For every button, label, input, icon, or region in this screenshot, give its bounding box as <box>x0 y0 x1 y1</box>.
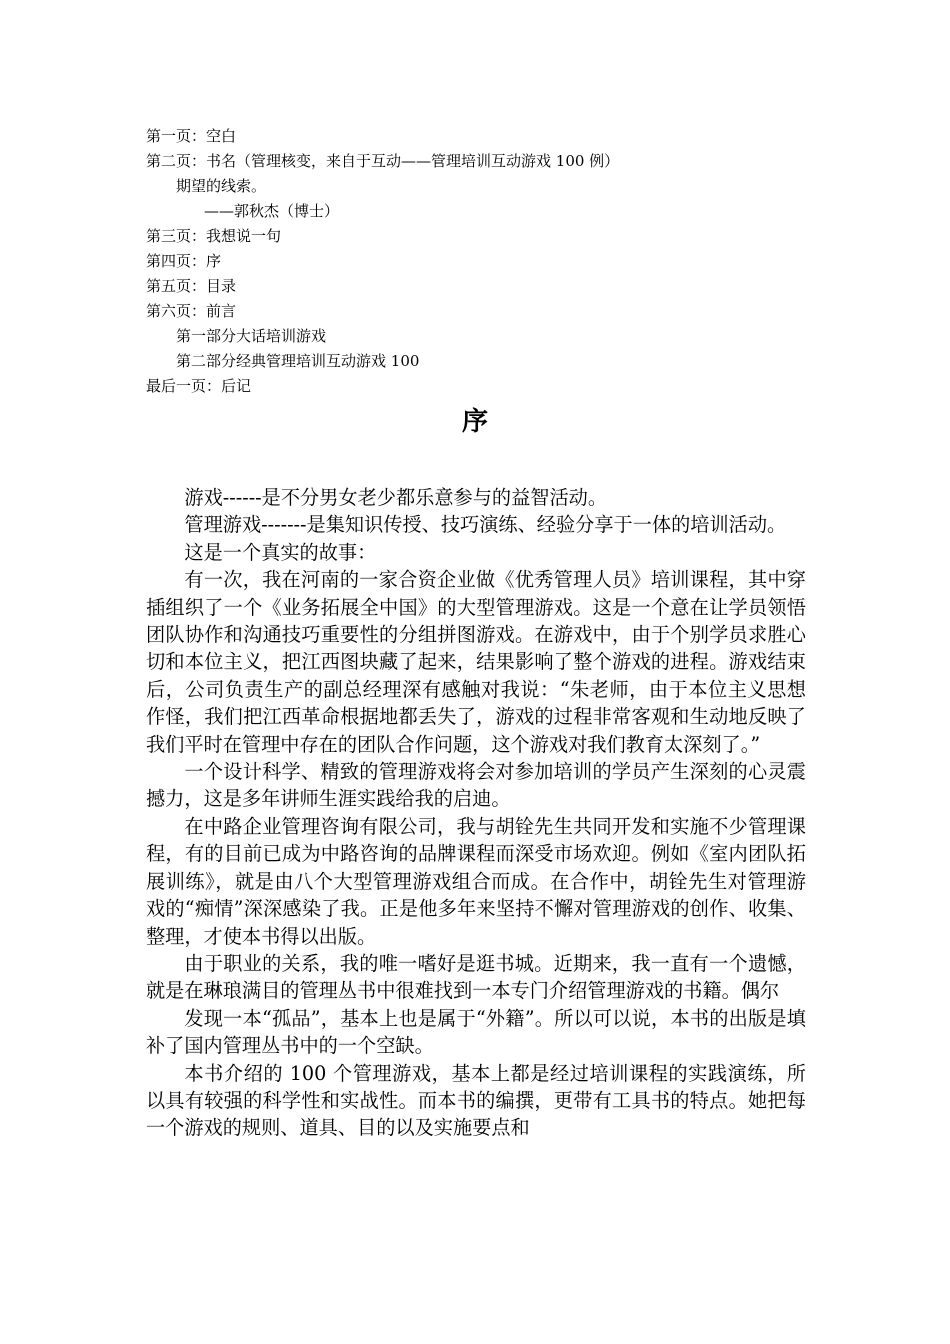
paragraph: 发现一本“孤品”，基本上也是属于“外籍”。所以可以说，本书的出版是填补了国内管理丛书中的一个空缺。 <box>146 1006 806 1058</box>
paragraph: 这是一个真实的故事： <box>184 540 377 564</box>
outline-line: 期望的线索。 <box>176 177 267 195</box>
outline-line: 第一页：空白 <box>146 127 237 145</box>
paragraph: 游戏------是不分男女老少都乐意参与的益智活动。 <box>184 486 608 509</box>
outline-line: 第五页：目录 <box>146 277 237 295</box>
outline-line: 第三页：我想说一句 <box>146 227 282 245</box>
outline-line: 第一部分大话培训游戏 <box>176 327 327 345</box>
outline-line: ——郭秋杰（博士） <box>204 202 340 220</box>
outline-line: 第二页：书名（管理核变，来自于互动——管理培训互动游戏 100 例） <box>146 152 620 170</box>
paragraph: 管理游戏-------是集知识传授、技巧演练、经验分享于一体的培训活动。 <box>184 513 787 537</box>
outline-line: 第六页：前言 <box>146 302 237 320</box>
paragraph: 在中路企业管理咨询有限公司，我与胡铨先生共同开发和实施不少管理课程，有的目前已成为中路咨询的品牌课程而深受市场欢迎。例如《室内团队拓展训练》，就是由八个大型管理游戏组合而成。在合作中，胡铨先生对管理游戏的“痴情”深深感染了我。正是他多年来坚持不懈对管理游戏的创作、收集、整理，才使本书得以出版。 <box>146 814 806 948</box>
section-title: 序 <box>461 407 488 437</box>
outline-line: 最后一页：后记 <box>146 377 252 395</box>
outline-line: 第二部分经典管理培训互动游戏 100 <box>176 352 420 370</box>
page-outline <box>146 124 806 399</box>
paragraph: 由于职业的关系，我的唯一嗜好是逛书城。近期来，我一直有一个遗憾，就是在琳琅满目的管理丛书中很难找到一本专门介绍管理游戏的书籍。偶尔 <box>146 951 806 1003</box>
preface-body <box>146 484 806 1142</box>
paragraph: 有一次，我在河南的一家合资企业做《优秀管理人员》培训课程，其中穿插组织了一个《业务拓展全中国》的大型管理游戏。这是一个意在让学员领悟团队协作和沟通技巧重要性的分组拼图游戏。在游戏中，由于个别学员求胜心切和本位主义，把江西图块藏了起来，结果影响了整个游戏的进程。游戏结束后，公司负责生产的副总经理深有感触对我说：“朱老师，由于本位主义思想作怪，我们把江西革命根据地都丢失了，游戏的过程非常客观和生动地反映了我们平时在管理中存在的团队合作问题，这个游戏对我们教育太深刻了。” <box>146 568 806 756</box>
paragraph: 一个设计科学、精致的管理游戏将会对参加培训的学员产生深刻的心灵震撼力，这是多年讲师生涯实践给我的启迪。 <box>146 760 806 811</box>
paragraph: 本书介绍的 100 个管理游戏，基本上都是经过培训课程的实践演练，所以具有较强的科学性和实战性。而本书的编撰，更带有工具书的特点。她把每一个游戏的规则、道具、目的以及实施要点和 <box>146 1061 806 1140</box>
outline-line: 第四页：序 <box>146 252 222 270</box>
